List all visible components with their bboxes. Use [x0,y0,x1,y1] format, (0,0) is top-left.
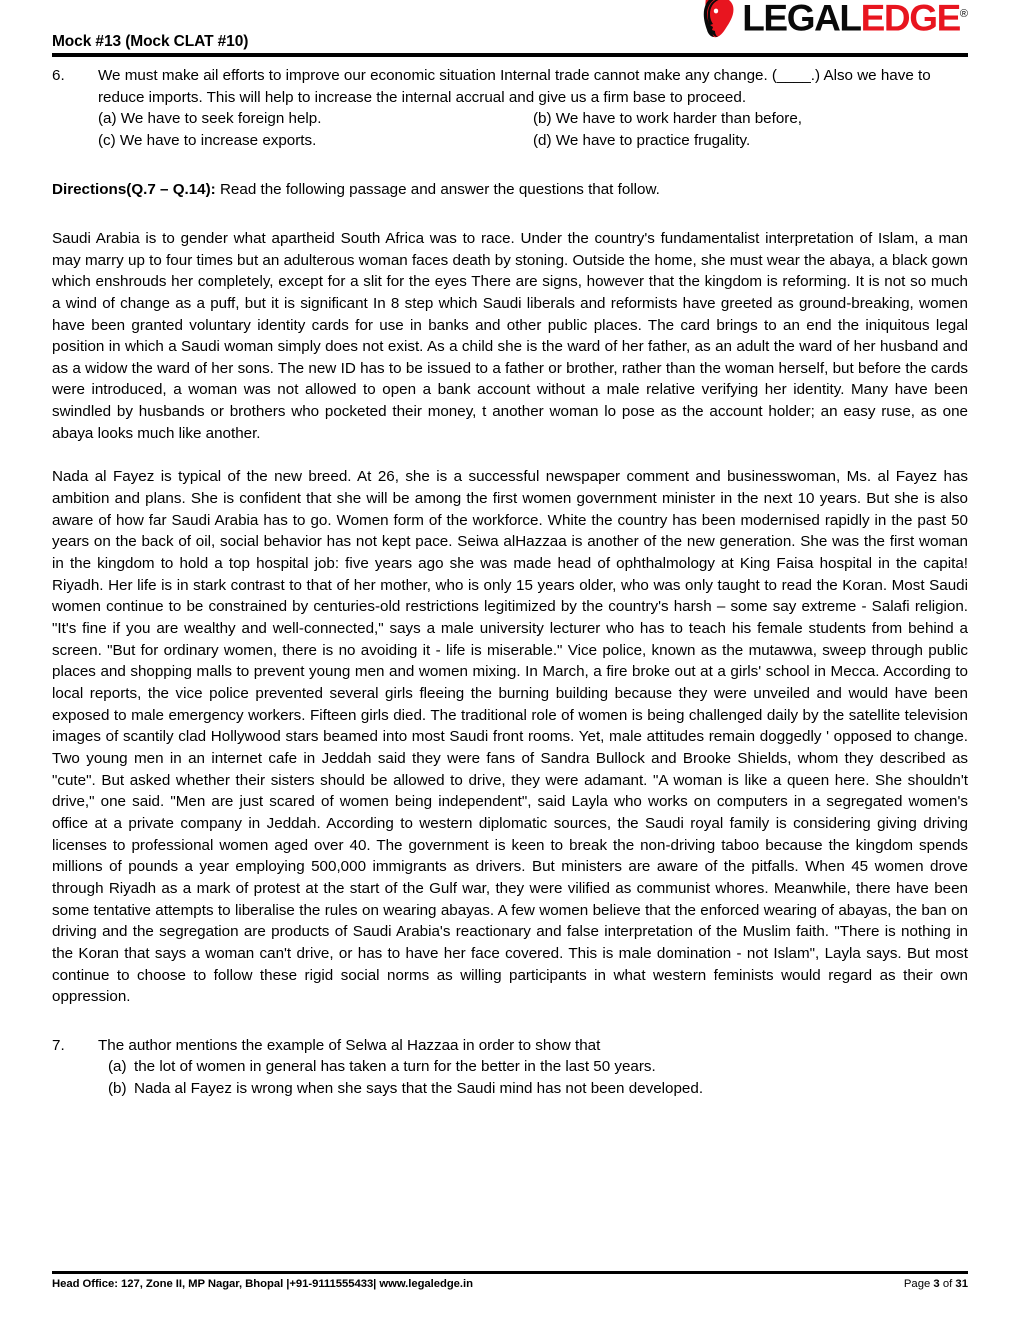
question-6-options [98,108,968,151]
page-content [52,52,968,1100]
header-divider [52,53,968,57]
question-7-number: 7. [52,1036,65,1054]
directions-line [52,179,968,201]
question-6-option-d[interactable]: (d) We have to practice frugality. [533,131,751,149]
question-6-stem: We must make ail efforts to improve our economic situation Internal trade cannot make any change. (____.) Also we have to reduce imports. This will help to increase the internal accrual and give us a firm base to proceed. [98,67,931,106]
question-6 [52,65,968,151]
question-7-stem: The author mentions the example of Selwa al Hazzaa in order to show that [98,1036,601,1054]
directions-text: Read the following passage and answer the questions that follow. [215,181,660,199]
question-6-option-b[interactable]: (b) We have to work harder than before, [533,110,803,128]
question-6-option-c[interactable]: (c) We have to increase exports. [98,131,317,149]
registered-trademark-icon: ® [959,8,968,20]
footer-page-number [904,1278,968,1290]
question-7-options [108,1056,968,1099]
legaledge-head-silhouette-icon [700,0,740,38]
page-total-number: 31 [955,1278,968,1290]
passage-paragraph-1: Saudi Arabia is to gender what apartheid South Africa was to race. Under the country's fundamentalist interpretation of Islam, a man may marry up to four times but an adulterous woman faces death by stoning. Outside the home, she must wear the abaya, a black gown which enshrouds her completely, except for a slit for the eyes There are signs, however that the kingdom is reforming. It is not so much a wind of change as a puff, but it is significant In 8 step which Saudi liberals and reformists have greeted as ground-breaking, women have been granted voluntary identity cards for use in banks and other public places. The card brings to an end the iniquitous legal position in which a Saudi woman simply does not exist. As a child she is the ward of her father, as an adult the ward of her husband and as a widow the ward of her sons. The new ID has to be issued to a father or brother, rather than the woman herself, but before the cards were introduced, a woman was not allowed to open a bank account without a male relative verifying her identity. Many have been swindled by husbands or brothers who pocketed their money, t another woman lo pose as the account holder; an easy ruse, as one abaya looks much like another. [52,229,968,442]
footer-office-info: Head Office: 127, Zone II, MP Nagar, Bhopal |+91-9111555433| www.legaledge.in [52,1278,473,1290]
question-7-option-b-label: (b) [108,1080,127,1098]
logo-text-edge: EDGE [860,0,960,39]
page-of-label: of [939,1278,956,1290]
page-prefix-label: Page [903,1278,934,1290]
question-7-option-a[interactable] [108,1056,968,1078]
question-6-option-a[interactable]: (a) We have to seek foreign help. [98,110,322,128]
page-current-number: 3 [933,1278,940,1290]
logo-text-legal: LEGAL [742,0,861,39]
logo-wordmark [742,0,968,38]
question-7-option-b[interactable] [108,1078,968,1100]
question-6-number: 6. [52,67,65,84]
page-header [52,0,968,52]
legaledge-logo [700,0,968,42]
question-7-option-a-text: the lot of women in general has taken a turn for the better in the last 50 years. [134,1058,656,1076]
question-7-option-b-text: Nada al Fayez is wrong when she says that the Saudi mind has not been developed. [134,1080,704,1098]
question-7 [52,1035,968,1100]
page-footer [52,1271,968,1290]
mock-title: Mock #13 (Mock CLAT #10) [52,32,249,50]
question-7-option-a-label: (a) [108,1058,127,1076]
passage-paragraph-2: Nada al Fayez is typical of the new breed. At 26, she is a successful newspaper comment and businesswoman, Ms. al Fayez has ambition and plans. She is confident that she will be among the first women government minister in the next 10 years. But she is also aware of how far Saudi Arabia has to go. Women form of the workforce. White the country has been modernised rapidly in the past 50 years on the back of oil, social behavior has not kept pace. Seiwa alHazzaa is another of the new generation. She was the first woman in the kingdom to hold a top hospital job: five years ago she was made head of ophthalmology at King Faisa hospital in the capita! Riyadh. Her life is in stark contrast to that of her mother, who is only 15 years older, who was only taught to read the Koran. Most Saudi women continue to be constrained by centuries-old restrictions legitimized by the country's harsh – some say extreme - Salafi religion. "It's fine if you are wealthy and well-connected," says a male university lecturer who has to teach his female students from behind a screen. "But for ordinary women, there is no avoiding it - life is miserable." Vice police, known as the mutawwa, sweep through public places and shopping malls to prevent young men and women mixing. In March, a fire broke out at a girls' school in Mecca. According to local reports, the vice police prevented several girls fleeing the burning building because they were unveiled and would have been exposed to male emergency workers. Fifteen girls died. The traditional role of women is being challenged daily by the satellite television images of scantily clad Hollywood stars beamed into most Saudi front rooms. Yet, male attitudes remain doggedly ' opposed to change. Two young men in an internet cafe in Jeddah said they were fans of Sandra Bullock and Brooke Shields, whom they described as "cute". But asked whether their sisters should be allowed to drive, they were adamant. "A woman is like a queen here. She shouldn't drive," one said. "Men are just scared of women being independent", said Layla who works on computers in a segregated women's office at a private company in Jeddah. According to western diplomatic sources, the Saudi royal family is considering giving driving licenses to professional women aged over 40. The government is keen to break the non-driving taboo because the kingdom spends millions of pounds a year employing 500,000 immigrants as drivers. But ministers are aware of the pitfalls. When 45 women drove through Riyadh as a mark of protest at the start of the Gulf war, they were vilified as communist whores. Meanwhile, there have been some tentative attempts to liberalise the rules on wearing abayas. A few women believe that the enforced wearing of abayas, the ban on driving and the segregation are products of Saudi Arabia's reactionary and false interpretation of the Muslim faith. "There is nothing in the Koran that says a woman can't drive, or has to have her face covered. This is male domination - not Islam", Layla says. But most continue to choose to follow these rigid social norms as willing participants in what western feminists would regard as their own oppression. [52,468,968,1006]
directions-label: Directions(Q.7 – Q.14): [52,181,216,199]
